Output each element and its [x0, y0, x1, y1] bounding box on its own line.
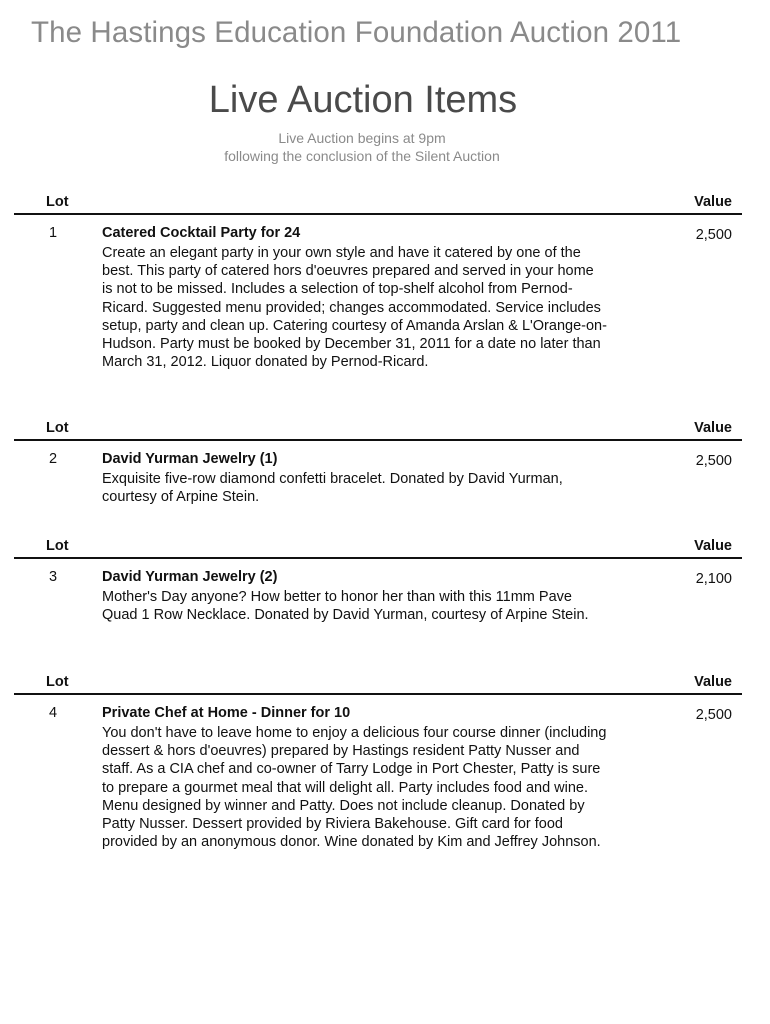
lot-header-row [0, 538, 770, 558]
header-divider [14, 213, 742, 215]
lot-value: 2,500 [695, 707, 732, 723]
subtitle-following: following the conclusion of the Silent Auction [224, 148, 500, 164]
value-column-label: Value [694, 538, 732, 554]
lot-column-label: Lot [46, 674, 69, 690]
lot-header-row [0, 420, 770, 440]
lot-item [0, 194, 770, 371]
lot-title: Private Chef at Home - Dinner for 10 [102, 705, 351, 721]
lot-description: You don't have to leave home to enjoy a delicious four course dinner (including dessert & hors d'oeuvres) prepared by Hastings resident Patty Nusser and staff. As a CIA chef and co-owner of Tarry Lodge in Port Chester, Patty is sure to prepare a gourmet meal that will delight all. Party includes food and wine. Menu designed by winner and Patty. Does not include cleanup. Donated by Patty Nusser. Dessert provided by Riviera Bakehouse. Gift card for food provided by an anonymous donor. Wine donated by Kim and Jeffrey Johnson. [102, 725, 607, 851]
lot-column-label: Lot [46, 538, 69, 554]
page-title: Live Auction Items [208, 79, 518, 121]
lot-title: Catered Cocktail Party for 24 [102, 225, 301, 241]
header-divider [14, 557, 742, 559]
lot-value: 2,500 [695, 453, 732, 469]
value-column-label: Value [694, 194, 732, 210]
lot-item [0, 420, 770, 506]
value-column-label: Value [694, 420, 732, 436]
lot-number: 2 [49, 451, 58, 467]
lot-header-row [0, 194, 770, 214]
lot-column-label: Lot [46, 194, 69, 210]
lot-description: Exquisite five-row diamond confetti bracelet. Donated by David Yurman, courtesy of Arpine Stein. [102, 471, 563, 506]
lot-value: 2,100 [695, 571, 732, 587]
subtitle-start-time: Live Auction begins at 9pm [278, 130, 446, 146]
lot-column-label: Lot [46, 420, 69, 436]
lot-item [0, 538, 770, 624]
lot-header-row [0, 674, 770, 694]
foundation-title: The Hastings Education Foundation Auction 2011 [31, 16, 682, 49]
lot-title: David Yurman Jewelry (1) [102, 451, 278, 467]
lot-description: Create an elegant party in your own style and have it catered by one of the best. This party of catered hors d'oeuvres prepared and served in your home is not to be missed. Includes a selection of top-shelf alcohol from Pernod-Ricard. Suggested menu provided; changes accommodated. Service includes setup, party and clean up. Catering courtesy of Amanda Arslan & L'Orange-on-Hudson. Party must be booked by December 31, 2011 for a date no later than March 31, 2012. Liquor donated by Pernod-Ricard. [102, 245, 607, 371]
lot-number: 3 [49, 569, 58, 585]
lot-number: 1 [49, 225, 58, 241]
lot-item [0, 674, 770, 851]
lot-number: 4 [49, 705, 58, 721]
lot-title: David Yurman Jewelry (2) [102, 569, 278, 585]
header-divider [14, 693, 742, 695]
lot-value: 2,500 [695, 227, 732, 243]
value-column-label: Value [694, 674, 732, 690]
lot-description: Mother's Day anyone? How better to honor her than with this 11mm Pave Quad 1 Row Necklace. Donated by David Yurman, courtesy of Arpine Stein. [102, 589, 589, 624]
header-divider [14, 439, 742, 441]
